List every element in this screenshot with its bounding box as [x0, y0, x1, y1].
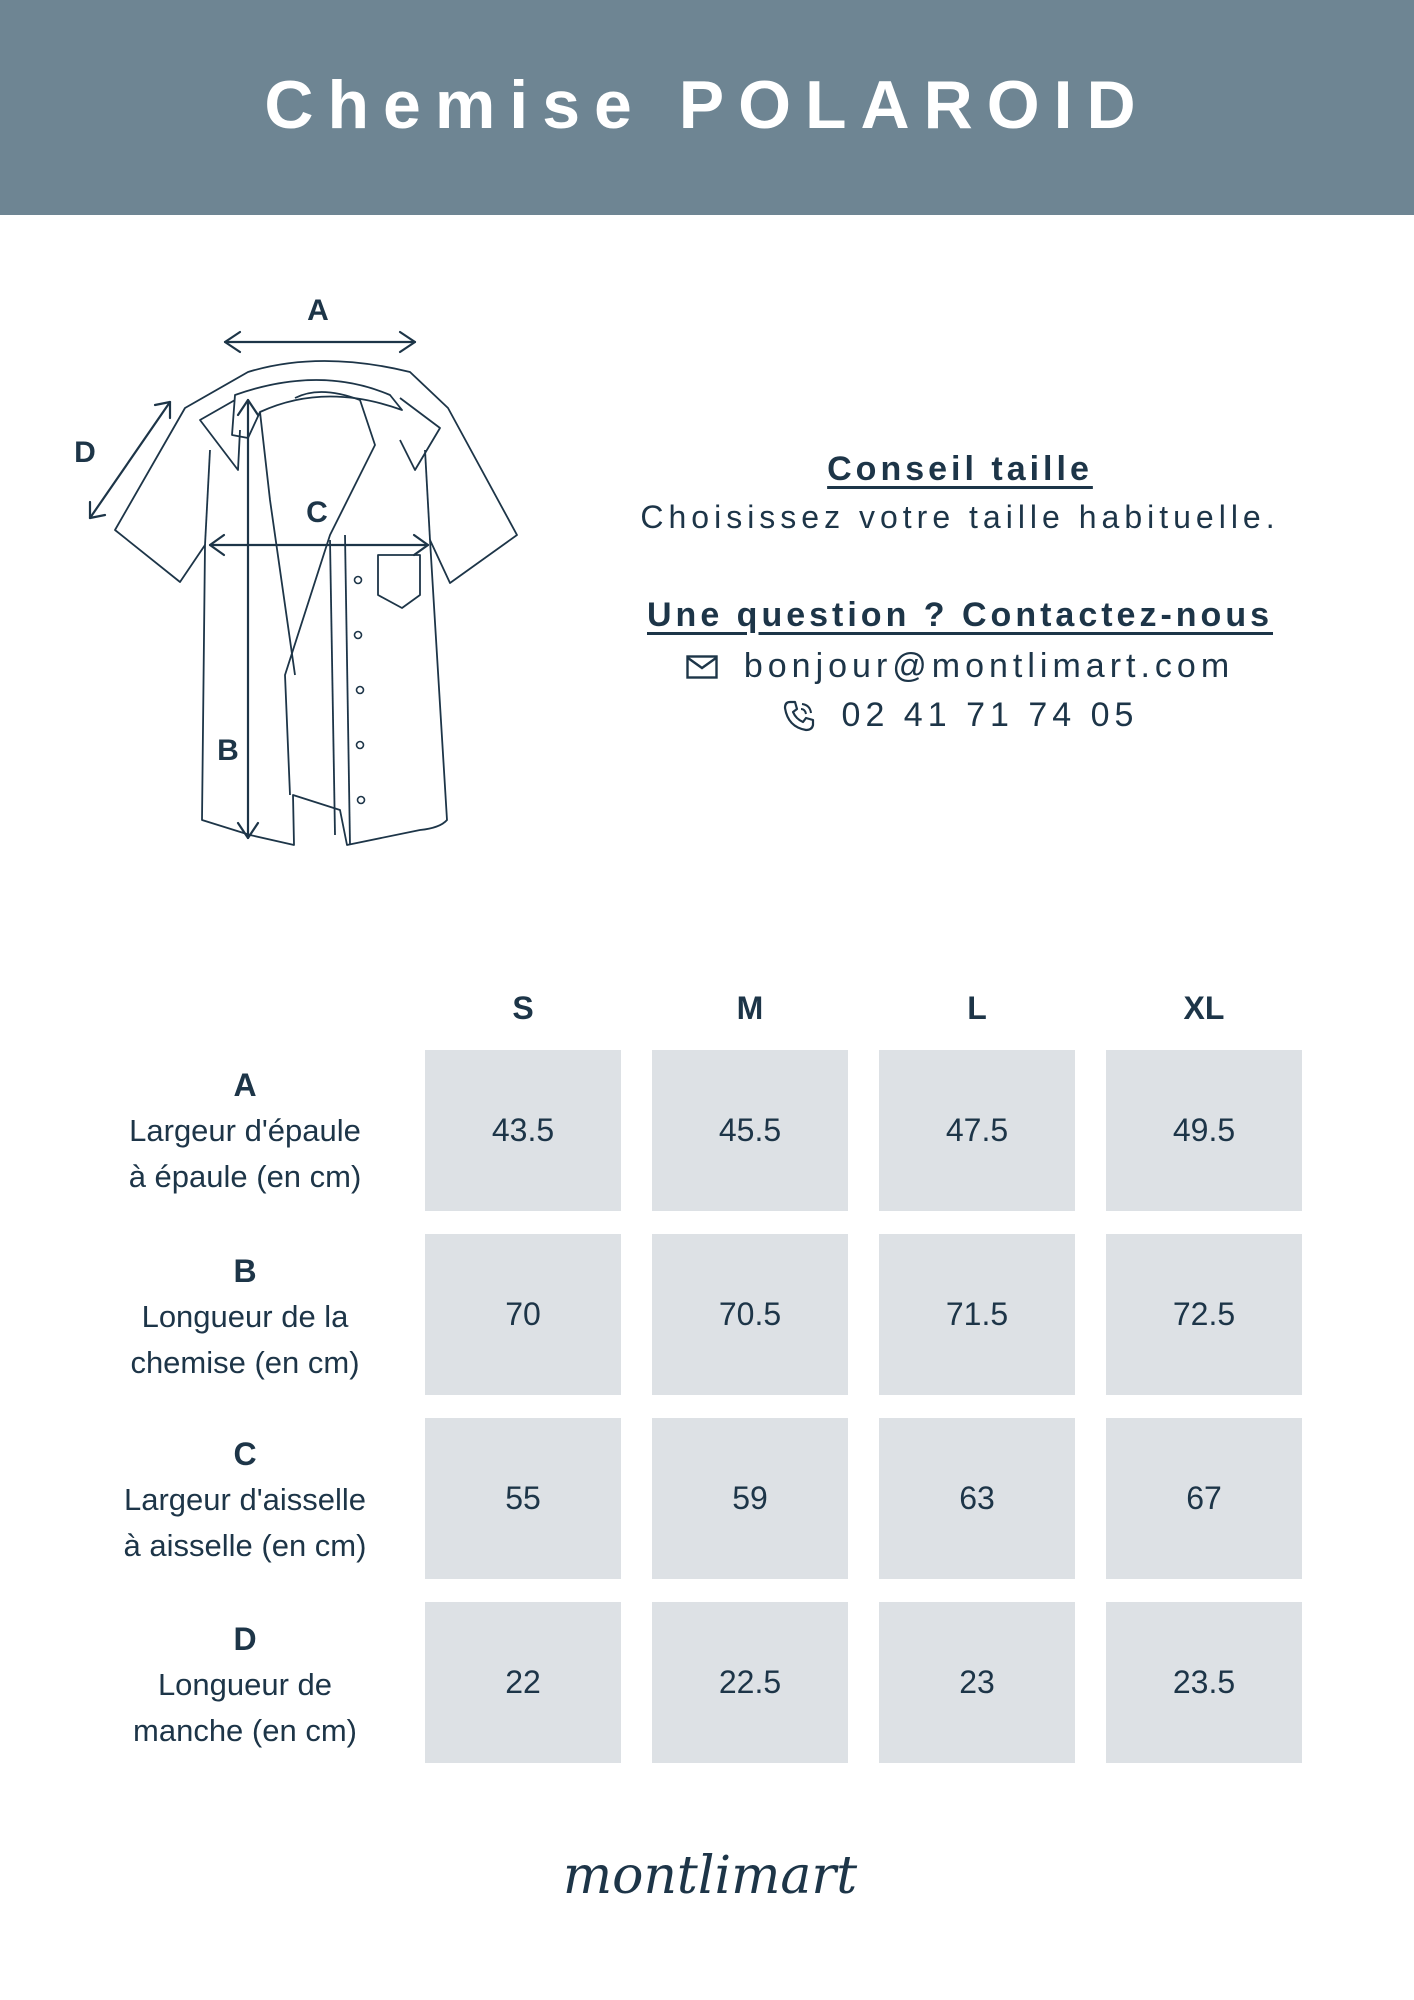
table-cell: 23.5 — [1106, 1602, 1302, 1763]
phone-icon — [782, 699, 816, 733]
table-cell: 23 — [879, 1602, 1075, 1763]
row-desc-line1: Largeur d'aisselle — [123, 1482, 366, 1517]
size-header-s: S — [512, 990, 534, 1026]
table-cell: 47.5 — [879, 1050, 1075, 1211]
table-cell: 59 — [652, 1418, 848, 1579]
label-c: C — [306, 496, 328, 529]
table-cell: 71.5 — [879, 1234, 1075, 1395]
row-desc-line2: manche (en cm) — [133, 1713, 357, 1748]
row-desc-line2: chemise (en cm) — [130, 1345, 360, 1380]
row-desc-line1: Longueur de la — [141, 1299, 349, 1334]
advice-text: Choisissez votre taille habituelle. — [640, 499, 1280, 535]
table-cell: 67 — [1106, 1418, 1302, 1579]
table-cell: 63 — [879, 1418, 1075, 1579]
table-cell: 45.5 — [652, 1050, 848, 1211]
size-header-l: L — [967, 990, 987, 1026]
table-cell: 22 — [425, 1602, 621, 1763]
row-desc-line1: Longueur de — [157, 1667, 333, 1702]
row-label-b — [85, 1248, 405, 1386]
contact-heading: Une question ? Contactez-nous — [647, 596, 1273, 634]
row-label-d — [85, 1616, 405, 1754]
size-advice-block — [600, 450, 1320, 735]
advice-heading: Conseil taille — [827, 450, 1093, 488]
row-letter: B — [233, 1253, 257, 1289]
row-desc-line2: à aisselle (en cm) — [123, 1528, 367, 1563]
contact-phone-row[interactable] — [600, 696, 1320, 735]
row-letter: C — [233, 1436, 257, 1472]
label-d: D — [74, 436, 96, 469]
row-letter: D — [233, 1621, 257, 1657]
row-letter: A — [233, 1067, 257, 1103]
table-cell: 72.5 — [1106, 1234, 1302, 1395]
shirt-illustration — [70, 290, 540, 880]
table-cell: 70 — [425, 1234, 621, 1395]
montlimart-logo — [540, 1835, 880, 1915]
label-a: A — [307, 294, 329, 327]
contact-email[interactable]: bonjour@montlimart.com — [743, 647, 1235, 685]
shirt-diagram — [70, 290, 540, 880]
contact-email-row[interactable] — [600, 647, 1320, 686]
logo-wordmark: montlimart — [562, 1846, 858, 1906]
table-cell: 22.5 — [652, 1602, 848, 1763]
row-desc-line2: à épaule (en cm) — [128, 1159, 362, 1194]
contact-phone[interactable]: 02 41 71 74 05 — [841, 696, 1139, 734]
table-cell: 70.5 — [652, 1234, 848, 1395]
header-bar — [0, 0, 1414, 215]
table-cell: 49.5 — [1106, 1050, 1302, 1211]
row-label-c — [85, 1431, 405, 1569]
size-header-m: M — [736, 990, 764, 1026]
row-label-a — [85, 1062, 405, 1200]
table-cell: 43.5 — [425, 1050, 621, 1211]
row-desc-line1: Largeur d'épaule — [129, 1113, 361, 1148]
table-cell: 55 — [425, 1418, 621, 1579]
page-title: Chemise POLAROID — [264, 66, 1150, 143]
mail-icon — [686, 655, 718, 679]
size-header-xl: XL — [1183, 990, 1225, 1026]
label-b: B — [217, 734, 239, 767]
brand-logo — [540, 1835, 880, 1915]
